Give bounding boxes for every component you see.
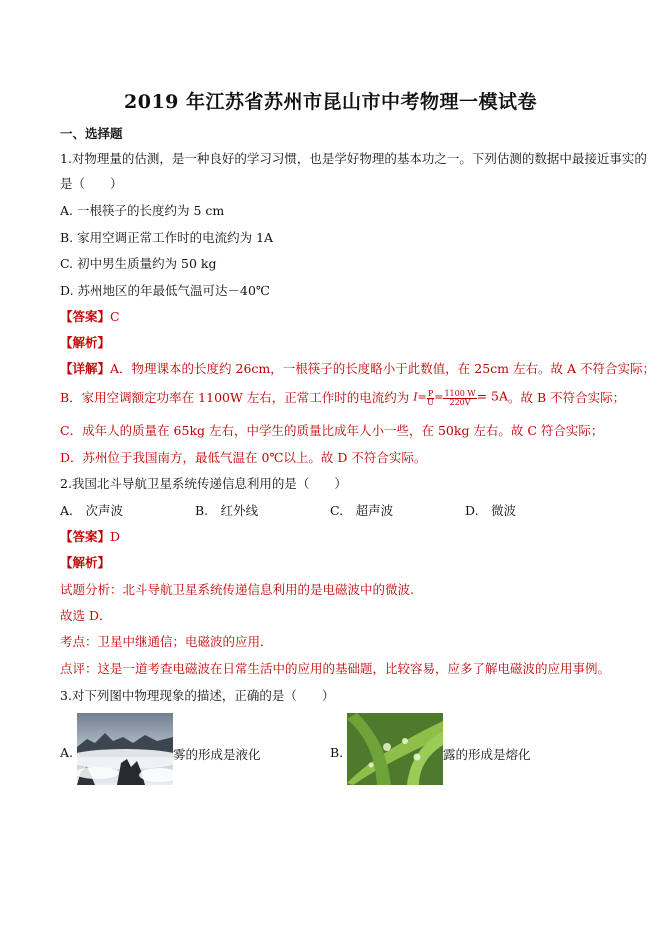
q2-analysis: 试题分析：北斗导航卫星系统传递信息利用的是电磁波中的微波. [60, 582, 414, 597]
formula-eq: = [417, 390, 427, 404]
q3-option-a-text: 雾的形成是液化 [173, 747, 261, 762]
q1-detail-c: C．成年人的质量在 65kg 左右，中学生的质量比成年人小一些，在 50kg 左右。故 C 符合实际； [60, 423, 604, 438]
formula-eq2: = [434, 390, 444, 404]
q2-option-b: B. 红外线 [195, 503, 259, 518]
q3-option-b-label: B. [330, 745, 344, 760]
formula-frac2 [443, 390, 476, 407]
q3-option-a-label: A. [60, 745, 74, 760]
q1-stem-line1: 1.对物理量的估测，是一种良好的学习习惯，也是学好物理的基本功之一。下列估测的数据中最接近事实的 [60, 151, 647, 166]
q1-option-b: B. 家用空调正常工作时的电流约为 1A [60, 230, 274, 245]
q1-answer-line [60, 307, 120, 325]
q2-analysis-tag: 【解析】 [60, 555, 111, 570]
formula-num2: 1100 W [444, 389, 476, 398]
formula-den1: U [427, 398, 434, 407]
formula-lhs: I [413, 390, 418, 404]
q3-stem: 3.对下列图中物理现象的描述，正确的是（ ） [60, 688, 335, 703]
answer-tag: 【答案】 [60, 309, 111, 324]
q1-analysis-tag: 【解析】 [60, 335, 111, 350]
section-heading: 一、选择题 [60, 126, 123, 141]
current-formula [413, 390, 508, 407]
q2-options [60, 501, 620, 517]
q2-answer: D [110, 529, 121, 544]
q2-point: 考点：卫星中继通信；电磁波的应用． [60, 634, 273, 649]
q1-detail-b [60, 388, 625, 407]
q1-detail-a-text: A．物理课本的长度约 26cm，一根筷子的长度略小于此数值，在 25cm 左右。故 A 不符合实际； [110, 361, 655, 376]
q1-detail-b-post: 。故 B 不符合实际； [508, 390, 626, 405]
fog-mountain-image [77, 713, 173, 785]
q2-option-c: C. 超声波 [330, 503, 394, 518]
dew-leaf-image [347, 713, 443, 785]
page-title: 2019 年江苏省苏州市昆山市中考物理一模试卷 [124, 91, 537, 113]
q1-answer: C [110, 309, 120, 324]
formula-num1: P [427, 389, 434, 398]
q1-detail-a [60, 359, 655, 377]
formula-result: = 5A [476, 388, 509, 404]
q2-option-d: D. 微波 [465, 503, 517, 518]
q2-stem: 2.我国北斗导航卫星系统传递信息利用的是（ ） [60, 476, 347, 491]
q2-answer-line [60, 527, 120, 545]
detail-tag: 【详解】 [60, 361, 111, 376]
q2-comment: 点评：这是一道考查电磁波在日常生活中的应用的基础题，比较容易，应多了解电磁波的应用事例。 [60, 661, 611, 676]
q1-detail-b-pre: B．家用空调额定功率在 1100W 左右，正常工作时的电流约为 [60, 390, 414, 405]
q1-option-d: D. 苏州地区的年最低气温可达－40℃ [60, 283, 270, 298]
q2-option-a: A. 次声波 [60, 503, 124, 518]
q2-choose: 故选 D． [60, 608, 112, 623]
formula-den2: 220V [449, 398, 471, 407]
q1-stem-line2: 是（ ） [60, 176, 123, 191]
q1-option-a: A. 一根筷子的长度约为 5 cm [60, 203, 225, 218]
answer-tag: 【答案】 [60, 529, 111, 544]
q1-detail-d: D．苏州位于我国南方，最低气温在 0℃以上。故 D 不符合实际。 [60, 450, 427, 465]
q1-option-c: C. 初中男生质量约为 50 kg [60, 256, 217, 271]
q3-option-b-text: 露的形成是熔化 [443, 747, 531, 762]
